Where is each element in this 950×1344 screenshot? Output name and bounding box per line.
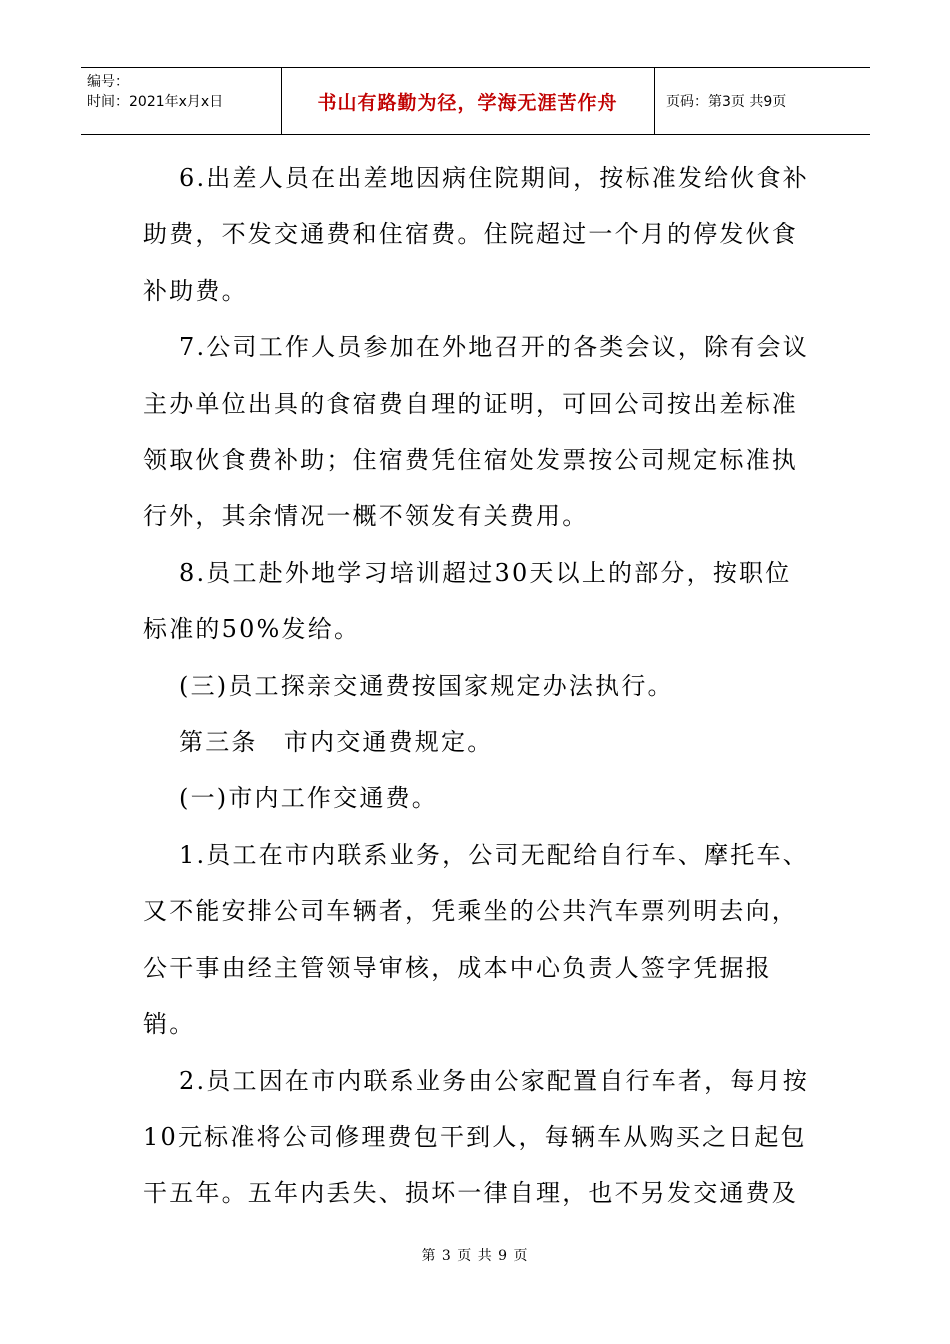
paragraph-section-3: (三)员工探亲交通费按国家规定办法执行。 <box>179 671 674 700</box>
document-time-label: 时间：2021年x月x日 <box>87 94 224 110</box>
header-motto: 书山有路勤为径，学海无涯苦作舟 <box>317 91 618 114</box>
document-number-label: 编号： <box>87 74 129 90</box>
header-divider-right <box>654 68 655 134</box>
page-footer: 第 3 页 共 9 页 <box>421 1248 529 1264</box>
article-3-heading: 第三条 市内交通费规定。 <box>179 728 494 757</box>
document-header <box>81 67 870 135</box>
paragraph-6: 6.出差人员在出差地因病住院期间，按标准发给伙食补助费，不发交通费和住宿费。住院超过一个月的停发伙食补助费。 <box>143 164 809 305</box>
header-page-info: 页码：第3页 共9页 <box>666 94 787 110</box>
paragraph-1: 1.员工在市内联系业务，公司无配给自行车、摩托车、又不能安排公司车辆者，凭乘坐的公共汽车票列明去向，公干事由经主管领导审核，成本中心负责人签字凭据报销。 <box>143 840 809 1039</box>
subsection-1-heading: (一)市内工作交通费。 <box>179 784 438 813</box>
paragraph-2: 2.员工因在市内联系业务由公家配置自行车者，每月按10元标准将公司修理费包干到人，每辆车从购买之日起包干五年。五年内丢失、损坏一律自理，也不另发交通费及 <box>143 1066 809 1208</box>
paragraph-7: 7.公司工作人员参加在外地召开的各类会议，除有会议主办单位出具的食宿费自理的证明，可回公司按出差标准领取伙食费补助；住宿费凭住宿处发票按公司规定标准执行外，其余情况一概不领发有关费用。 <box>143 333 809 531</box>
paragraph-8: 8.员工赴外地学习培训超过30天以上的部分，按职位标准的50%发给。 <box>143 558 792 644</box>
header-meta <box>87 72 223 112</box>
document-body <box>143 150 813 1222</box>
